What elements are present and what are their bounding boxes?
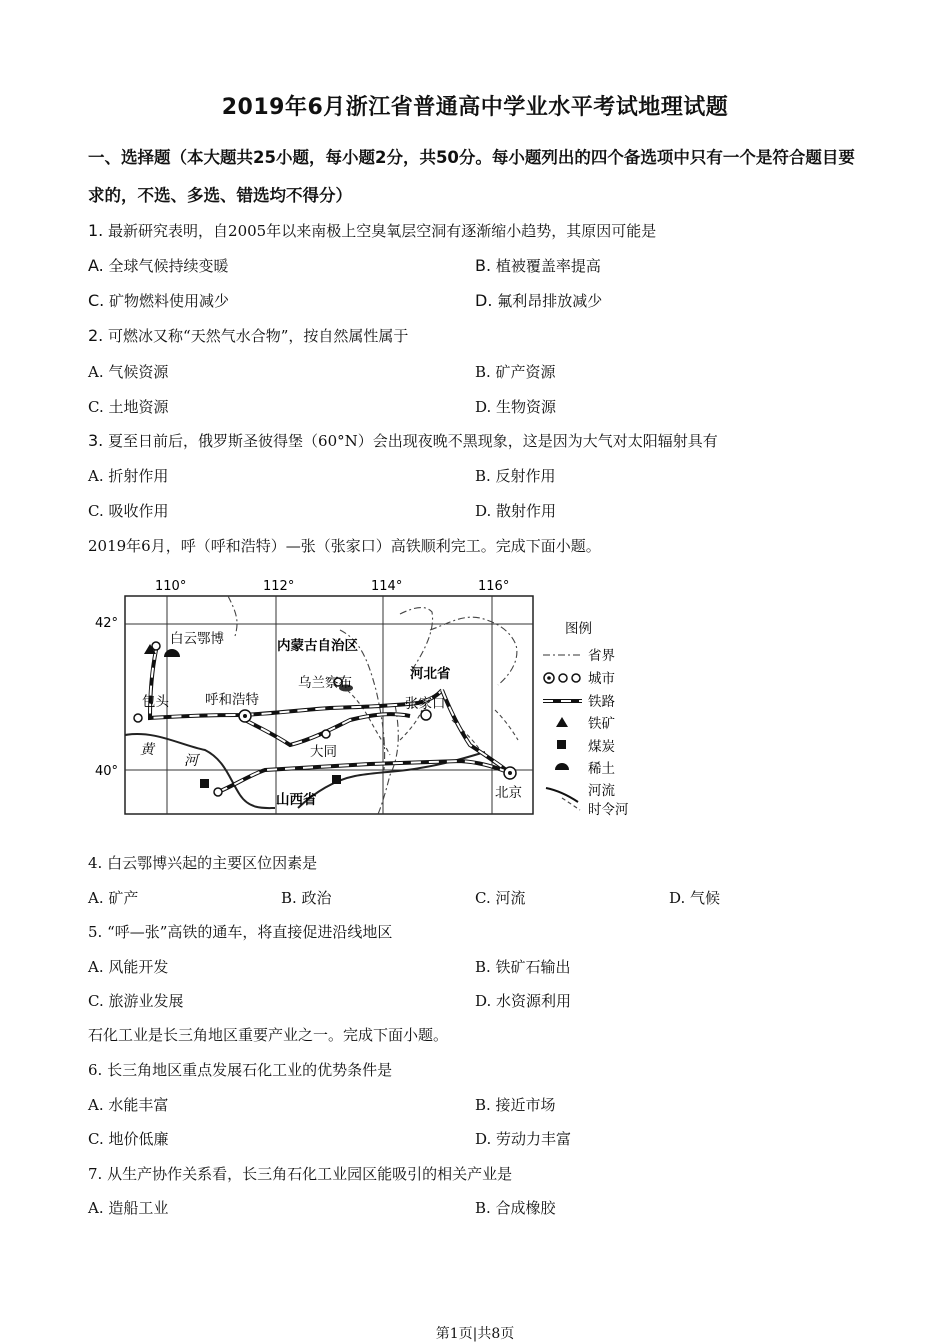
option-text: 植被覆盖率提高 bbox=[495, 257, 601, 275]
question-2 bbox=[88, 325, 408, 346]
capital-marker bbox=[508, 771, 512, 775]
region-label: 山西省 bbox=[276, 792, 317, 808]
place-label: 乌兰察布 bbox=[298, 675, 352, 691]
option-c: C. 旅游业发展 bbox=[88, 992, 184, 1010]
lat-label: 40° bbox=[95, 764, 119, 779]
option-a: A. 矿产 bbox=[88, 889, 139, 907]
option-d: D. 散射作用 bbox=[475, 502, 557, 520]
option-d bbox=[475, 290, 602, 311]
option-b: B. 反射作用 bbox=[475, 467, 556, 485]
question-number: 3. bbox=[88, 431, 104, 450]
river-label: 黄 bbox=[140, 742, 154, 758]
lon-label: 116° bbox=[478, 579, 510, 594]
question-text: 最新研究表明，自2005年以来南极上空臭氧层空洞有逐渐缩小趋势，其原因可能是 bbox=[108, 222, 657, 240]
region-label: 内蒙古自治区 bbox=[277, 638, 358, 654]
place-label: 大同 bbox=[310, 744, 337, 760]
city-marker bbox=[152, 642, 160, 650]
question-4: 4. 白云鄂博兴起的主要区位因素是 bbox=[88, 854, 318, 872]
railway bbox=[150, 650, 510, 792]
question-number: 1. bbox=[88, 221, 104, 240]
coal-icon bbox=[200, 779, 209, 788]
option-a: A. 气候资源 bbox=[88, 363, 169, 381]
question-number: 2. bbox=[88, 326, 104, 345]
option-b bbox=[475, 255, 601, 276]
question-1 bbox=[88, 220, 656, 241]
option-b: B. 接近市场 bbox=[475, 1096, 556, 1114]
city-marker bbox=[214, 788, 222, 796]
region-label: 河北省 bbox=[410, 666, 451, 682]
option-d: D. 气候 bbox=[669, 889, 721, 907]
question-7: 7. 从生产协作关系看，长三角石化工业园区能吸引的相关产业是 bbox=[88, 1165, 513, 1183]
legend-label: 省界 bbox=[588, 648, 615, 664]
city-marker bbox=[134, 714, 142, 722]
option-a bbox=[88, 255, 229, 276]
option-b: B. 合成橡胶 bbox=[475, 1199, 556, 1217]
option-c: C. 土地资源 bbox=[88, 398, 169, 416]
coal-icon bbox=[332, 775, 341, 784]
map-frame bbox=[125, 596, 533, 814]
question-5: 5. “呼—张”高铁的通车，将直接促进沿线地区 bbox=[88, 923, 393, 941]
legend-title: 图例 bbox=[565, 621, 592, 637]
railway-map bbox=[95, 570, 660, 832]
legend-city-swatch bbox=[547, 676, 551, 680]
legend-label: 铁路 bbox=[588, 694, 615, 710]
option-letter: D. bbox=[475, 291, 493, 310]
option-c: C. 地价低廉 bbox=[88, 1130, 169, 1148]
lon-label: 114° bbox=[371, 579, 403, 594]
place-label: 白云鄂博 bbox=[170, 631, 224, 647]
option-letter: C. bbox=[88, 291, 105, 310]
legend-city-swatch bbox=[572, 674, 580, 682]
question-text: 可燃冰又称“天然气水合物”，按自然属性属于 bbox=[108, 327, 409, 345]
lat-label: 42° bbox=[95, 616, 119, 631]
legend-label: 时令河 bbox=[588, 802, 629, 818]
option-b: B. 矿产资源 bbox=[475, 363, 556, 381]
section-heading: 一、选择题（本大题共25小题，每小题2分，共50分。每小题列出的四个备选项中只有一个是符合题目要求的，不选、多选、错选均不得分） bbox=[88, 148, 855, 205]
option-text: 全球气候持续变暖 bbox=[108, 257, 229, 275]
river-label: 河 bbox=[184, 753, 198, 769]
legend-label: 煤炭 bbox=[588, 739, 615, 755]
iron-ore-icon bbox=[556, 717, 568, 727]
city-marker bbox=[243, 714, 247, 718]
page-footer: 第1页|共8页 bbox=[435, 1326, 515, 1342]
place-label: 呼和浩特 bbox=[205, 692, 259, 708]
passage-intro: 2019年6月，呼（呼和浩特）—张（张家口）高铁顺利完工。完成下面小题。 bbox=[88, 537, 601, 555]
place-label: 北京 bbox=[495, 785, 522, 801]
question-3 bbox=[88, 430, 718, 451]
option-a: A. 风能开发 bbox=[88, 958, 169, 976]
option-letter: B. bbox=[475, 256, 492, 275]
option-c: C. 吸收作用 bbox=[88, 502, 169, 520]
passage-intro: 石化工业是长三角地区重要产业之一。完成下面小题。 bbox=[88, 1026, 449, 1044]
option-d: D. 水资源利用 bbox=[475, 992, 572, 1010]
legend-label: 稀土 bbox=[588, 761, 615, 777]
option-a: A. 造船工业 bbox=[88, 1199, 169, 1217]
legend-seasonal-swatch bbox=[562, 798, 580, 810]
place-label: 张家口 bbox=[405, 696, 446, 712]
option-text: 氟利昂排放减少 bbox=[497, 292, 603, 310]
option-c: C. 河流 bbox=[475, 889, 526, 907]
page-title: 2019年6月浙江省普通高中学业水平考试地理试题 bbox=[221, 95, 729, 120]
coal-icon bbox=[557, 740, 566, 749]
legend-river-swatch bbox=[546, 788, 578, 802]
option-b: B. 政治 bbox=[281, 889, 332, 907]
rare-earth-icon bbox=[555, 763, 569, 770]
option-c bbox=[88, 290, 229, 311]
lon-label: 110° bbox=[155, 579, 187, 594]
legend-city-swatch bbox=[559, 674, 567, 682]
question-text: 夏至日前后，俄罗斯圣彼得堡（60°N）会出现夜晚不黑现象，这是因为大气对太阳辐射具有 bbox=[108, 432, 718, 450]
graticule bbox=[125, 596, 533, 814]
legend-label: 铁矿 bbox=[588, 716, 615, 732]
city-markers bbox=[134, 642, 516, 796]
option-a: A. 水能丰富 bbox=[88, 1096, 169, 1114]
option-letter: A. bbox=[88, 256, 104, 275]
place-label: 包头 bbox=[142, 694, 169, 710]
legend-label: 河流 bbox=[588, 783, 615, 799]
option-text: 矿物燃料使用减少 bbox=[109, 292, 230, 310]
option-d: D. 劳动力丰富 bbox=[475, 1130, 572, 1148]
lon-label: 112° bbox=[263, 579, 295, 594]
legend-label: 城市 bbox=[588, 671, 615, 687]
city-marker bbox=[322, 730, 330, 738]
question-6: 6. 长三角地区重点发展石化工业的优势条件是 bbox=[88, 1061, 393, 1079]
rare-earth-icon bbox=[164, 649, 180, 657]
option-a: A. 折射作用 bbox=[88, 467, 169, 485]
option-d: D. 生物资源 bbox=[475, 398, 557, 416]
option-b: B. 铁矿石输出 bbox=[475, 958, 571, 976]
map-legend bbox=[543, 621, 629, 818]
